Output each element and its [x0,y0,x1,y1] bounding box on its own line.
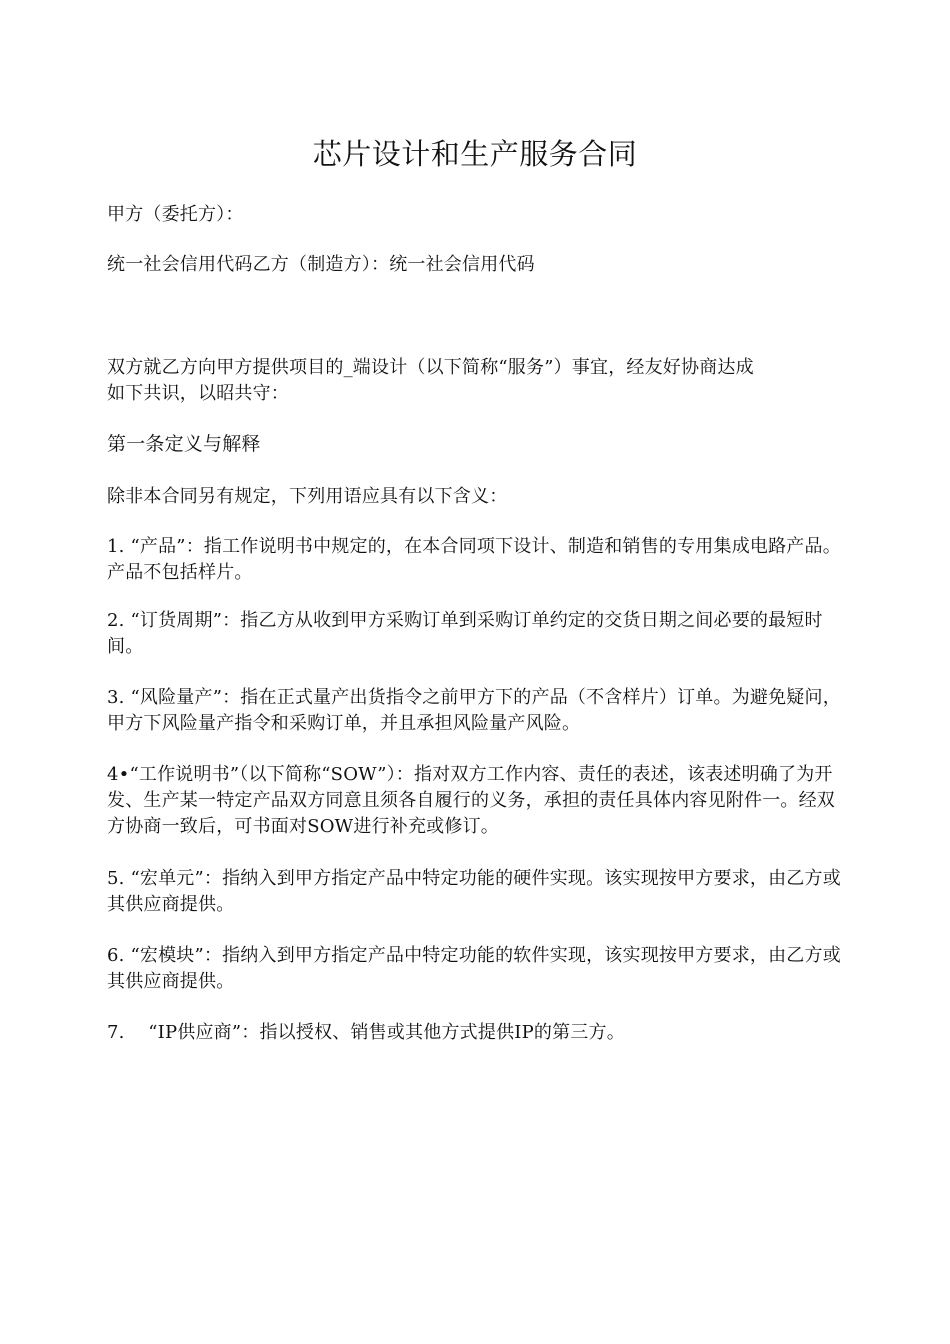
definition-item: 6. “宏模块”：指纳入到甲方指定产品中特定功能的软件实现，该实现按甲方要求，由乙方或其供应商提供。 [107,945,841,992]
definition-item: 1. “产品”：指工作说明书中规定的，在本合同项下设计、制造和销售的专用集成电路产品。产品不包括样片。 [107,536,841,583]
section-heading: 第一条定义与解释 [107,433,261,455]
definition-item: 5. “宏单元”：指纳入到甲方指定产品中特定功能的硬件实现。该实现按甲方要求，由乙方或其供应商提供。 [107,868,841,915]
definition-item: 2. “订货周期”：指乙方从收到甲方采购订单到采购订单约定的交货日期之间必要的最短时间。 [107,610,823,657]
party-credit-code-line: 统一社会信用代码乙方（制造方）：统一社会信用代码 [107,254,535,275]
contract-title: 芯片设计和生产服务合同 [312,137,638,171]
party-a-line: 甲方（委托方）： [107,204,244,225]
definitions-intro: 除非本合同另有规定，下列用语应具有以下含义： [107,486,508,507]
definition-item: 4•“工作说明书”（以下简称“SOW”）：指对双方工作内容、责任的表述，该表述明确了为开发、生产某一特定产品双方同意且须各自履行的义务，承担的责任具体内容见附件一。经双方协商一致后，可书面对SOW进行补充或修订。 [107,764,835,837]
intro-paragraph: 双方就乙方向甲方提供项目的_端设计（以下简称“服务”）事宜，经友好协商达成如下共识，以昭共守： [107,357,754,404]
definition-item: 7. “IP供应商”：指以授权、销售或其他方式提供IP的第三方。 [107,1022,625,1043]
definition-item: 3. “风险量产”：指在正式量产出货指令之前甲方下的产品（不含样片）订单。为避免疑问，甲方下风险量产指令和采购订单，并且承担风险量产风险。 [107,687,841,734]
